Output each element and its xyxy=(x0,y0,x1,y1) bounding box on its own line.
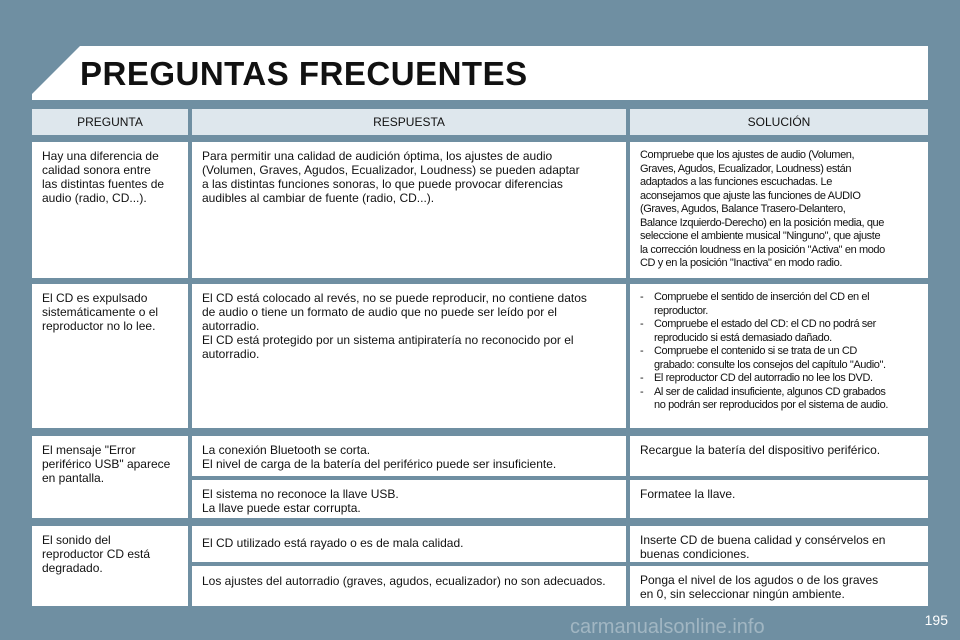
row1-respuesta-line: Para permitir una calidad de audición óptima, los ajustes de audio xyxy=(202,149,553,163)
row3b-respuesta-line: La llave puede estar corrupta. xyxy=(202,501,361,515)
row3a-respuesta-line: La conexión Bluetooth se corta. xyxy=(202,443,371,457)
row3a-solucion-line: Recargue la batería del dispositivo periférico. xyxy=(640,443,881,457)
row2-respuesta-line: autorradio. xyxy=(202,319,260,333)
row3-pregunta-line: en pantalla. xyxy=(42,471,105,485)
row1-respuesta-cell xyxy=(192,142,626,278)
row1-pregunta-line: las distintas fuentes de xyxy=(42,177,165,191)
row1-solucion-line: Graves, Agudos, Ecualizador, Loudness) están xyxy=(640,162,852,175)
header-solucion: SOLUCIÓN xyxy=(630,109,928,135)
list-item-line: no podrán ser reproducidos por el sistema de audio. xyxy=(654,399,888,411)
row3a-solucion-cell xyxy=(630,436,928,476)
row1-pregunta-line: audio (radio, CD...). xyxy=(42,191,147,205)
row2-pregunta-line: El CD es expulsado xyxy=(42,291,148,305)
row2-pregunta-cell xyxy=(32,284,188,428)
row4b-solucion-line: Ponga el nivel de los agudos o de los graves xyxy=(640,573,879,587)
row3-pregunta-cell xyxy=(32,436,188,518)
row1-pregunta-line: Hay una diferencia de xyxy=(42,149,159,163)
row2-respuesta-line: El CD está colocado al revés, no se puede reproducir, no contiene datos xyxy=(202,291,587,305)
row4-pregunta-line: degradado. xyxy=(42,561,103,575)
list-item-line: reproductor. xyxy=(654,304,708,317)
row1-respuesta-line: audibles al cambiar de fuente (radio, CD...). xyxy=(202,191,435,205)
header-pregunta: PREGUNTA xyxy=(32,109,188,135)
list-item xyxy=(640,386,918,413)
row1-solucion-line: CD y en la posición "Inactiva" en modo radio. xyxy=(640,257,842,269)
row4b-respuesta-line: Los ajustes del autorradio (graves, agudos, ecualizador) no son adecuados. xyxy=(202,574,606,588)
row2-respuesta-line: autorradio. xyxy=(202,347,260,361)
row4a-solucion-line: Inserte CD de buena calidad y consérvelos en xyxy=(640,533,886,547)
row2-pregunta-line: sistemáticamente o el xyxy=(42,305,159,319)
row4-pregunta-line: El sonido del xyxy=(42,533,111,547)
row3a-respuesta-line: El nivel de carga de la batería del periférico puede ser insuficiente. xyxy=(202,457,557,471)
row2-respuesta-line: El CD está protegido por un sistema antipiratería no reconocido por el xyxy=(202,333,574,347)
row3a-respuesta-cell xyxy=(192,436,626,476)
watermark: carmanualsonline.info xyxy=(570,616,765,638)
row1-solucion-line: (Graves, Agudos, Balance Trasero-Delantero, xyxy=(640,203,846,215)
row3b-respuesta-line: El sistema no reconoce la llave USB. xyxy=(202,487,399,501)
row4b-respuesta-cell xyxy=(192,566,626,606)
row1-pregunta-cell xyxy=(32,142,188,278)
row2-solucion-list xyxy=(640,291,918,413)
list-item-line: grabado: consulte los consejos del capítulo "Audio". xyxy=(654,358,886,371)
list-item-line: - Compruebe el contenido si se trata de un CD xyxy=(654,345,857,357)
row1-solucion-line: Compruebe que los ajustes de audio (Volumen, xyxy=(640,149,855,161)
row4-pregunta-cell xyxy=(32,526,188,606)
row2-solucion-cell xyxy=(630,284,928,428)
list-item xyxy=(640,318,918,345)
row2-respuesta-line: de audio o tiene un formato de audio que no puede ser leído por el xyxy=(202,305,557,319)
row4b-solucion-line: en 0, sin seleccionar ningún ambiente. xyxy=(640,587,845,601)
row1-solucion-line: Balance Izquierdo-Derecho) en la posición media, que xyxy=(640,216,884,229)
row1-solucion-line: seleccione el ambiente musical "Ninguno", que ajuste xyxy=(640,230,881,242)
row4a-respuesta-cell xyxy=(192,526,626,562)
list-item-line: - Compruebe el estado del CD: el CD no podrá ser xyxy=(654,318,876,330)
row3-pregunta-line: El mensaje "Error xyxy=(42,443,136,457)
row1-solucion-line: la corrección loudness en la posición "Activa" en modo xyxy=(640,243,885,256)
row1-respuesta-line: a las distintas funciones sonoras, lo que puede provocar diferencias xyxy=(202,177,563,191)
row3b-solucion-cell xyxy=(630,480,928,518)
row1-solucion-cell xyxy=(630,142,928,278)
list-item-line: - Compruebe el sentido de inserción del CD en el xyxy=(654,291,870,303)
row4a-respuesta-line: El CD utilizado está rayado o es de mala calidad. xyxy=(202,536,464,550)
row1-pregunta-line: calidad sonora entre xyxy=(42,163,151,177)
row2-respuesta-cell xyxy=(192,284,626,428)
list-item xyxy=(640,291,918,318)
row4a-solucion-line: buenas condiciones. xyxy=(640,547,750,561)
page-title: PREGUNTAS FRECUENTES xyxy=(80,55,528,92)
row2-pregunta-line: reproductor no lo lee. xyxy=(42,319,156,333)
row3b-respuesta-cell xyxy=(192,480,626,518)
row3-pregunta-line: periférico USB" aparece xyxy=(42,457,171,471)
row1-solucion-line: aconsejamos que ajuste las funciones de AUDIO xyxy=(640,189,861,202)
row4a-solucion-cell xyxy=(630,526,928,562)
page-number: 195 xyxy=(924,612,948,628)
header-respuesta: RESPUESTA xyxy=(192,109,626,135)
list-item-line: - Al ser de calidad insuficiente, algunos CD grabados xyxy=(654,385,886,398)
row1-respuesta-line: (Volumen, Graves, Agudos, Ecualizador, Loudness) se pueden adaptar xyxy=(202,163,580,177)
row1-solucion-line: adaptados a las funciones escuchadas. Le xyxy=(640,176,832,188)
list-item-line: - El reproductor CD del autorradio no lee los DVD. xyxy=(654,372,873,384)
row3b-solucion-line: Formatee la llave. xyxy=(640,487,736,501)
list-item xyxy=(640,345,918,372)
list-item-line: reproducido si está demasiado dañado. xyxy=(654,331,832,344)
row4b-solucion-cell xyxy=(630,566,928,606)
list-item xyxy=(640,372,918,386)
row4-pregunta-line: reproductor CD está xyxy=(42,547,151,561)
